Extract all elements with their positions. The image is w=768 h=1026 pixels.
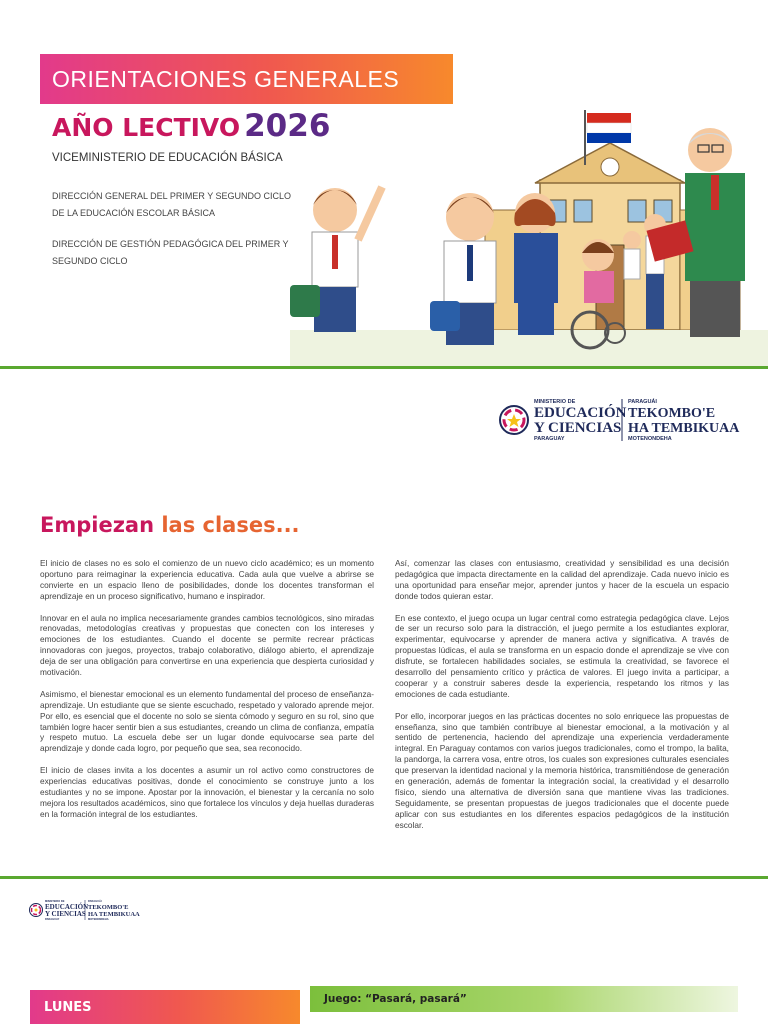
logo-educacion: EDUCACIÓN bbox=[45, 903, 89, 911]
ministry-seal-icon bbox=[30, 904, 43, 917]
logo-ministerio-de: MINISTERIO DE bbox=[534, 399, 576, 405]
logo-tekombo: TEKOMBO'E bbox=[88, 904, 129, 911]
top-divider bbox=[0, 366, 768, 369]
year-number: 2026 bbox=[244, 108, 331, 144]
logo-paraguay: PARAGUAY bbox=[45, 918, 60, 921]
viceministerio-label: VICEMINISTERIO DE EDUCACIÓN BÁSICA bbox=[52, 152, 283, 164]
ministry-seal-icon bbox=[500, 406, 528, 434]
game-banner bbox=[310, 986, 738, 1012]
logo-ministerio-de: MINISTERIO DE bbox=[45, 900, 65, 903]
logo-educacion: EDUCACIÓN bbox=[534, 405, 627, 421]
direccion-gestion-label: DIRECCIÓN DE GESTIÓN PEDAGÓGICA DEL PRIMER Y SEGUNDO CICLO bbox=[52, 239, 289, 266]
paragraph: El inicio de clases invita a los docentes a asumir un rol activo como constructores de experiencias educativas positivas, donde el conocimiento se construye junto a los estudiantes y no se impone. Apostar por la innovación, el bienestar y la cercanía no solo mejora los resultados académicos, sino que fortalece los vínculos y deja huellas duraderas en la formación integral de los estudiantes. bbox=[40, 765, 374, 819]
logo-motenondeha: MOTENONDEHA bbox=[628, 436, 672, 442]
bottom-divider bbox=[0, 876, 768, 879]
logo-y-ciencias: Y CIENCIAS bbox=[45, 910, 86, 918]
paragraph: En ese contexto, el juego ocupa un lugar central como estrategia pedagógica clave. Lejos de ser un recurso solo para la distracción, el juego permite a los estudiantes explorar, experimentar, equivocarse y aprender de manera activa y significativa. A través de propuestas lúdicas, el aula se transforma en un espacio donde el aprendizaje se vive con disfrute, se fortalecen habilidades sociales, se estimula la creatividad, se favorece el desarrollo del pensamiento crítico y práctica de valores. El juego invita a participar, a cooperar y a construir saberes desde la experiencia, respetando los ritmos y las emociones de cada estudiante. bbox=[395, 612, 729, 699]
paragraph: Innovar en el aula no implica necesariamente grandes cambios tecnológicos, sino miradas renovadas, metodologías creativas y propuestas que conecten con los intereses y emociones de los estudiantes. Cuando el docente se permite recrear prácticas innovadoras con juegos, proyectos, trabajo colaborativo, diálogo abierto, el aprendizaje deja de ser una obligación para convertirse en una experiencia que despierta curiosidad y motivación. bbox=[40, 612, 374, 678]
section-title bbox=[40, 513, 300, 537]
teacher-woman-icon bbox=[514, 193, 558, 335]
student-boy-icon bbox=[430, 193, 496, 345]
logo-paraguai: PARAGUÁI bbox=[628, 399, 657, 405]
logo-tekombo: TEKOMBO'E bbox=[628, 406, 716, 421]
day-banner bbox=[30, 990, 300, 1024]
logo-paraguai: PARAGUÁI bbox=[88, 900, 102, 903]
paragraph: Por ello, incorporar juegos en las prácticas docentes no solo enriquece las propuestas de enseñanza, sino que también contribuye al bienestar emocional, a la motivación y al sentido de pertenencia, haciendo del aprendizaje una experiencia verdaderamente integral. En Paraguay contamos con varios juegos tradicionales, como el trompo, la balita, la pandorga, la carrera vosa, entre otros, los cuales son expresiones culturales esenciales que preservan la identidad nacional y la memoria histórica, transmitiéndose de generación en generación, además de fomentar la integración social, la creatividad y el desarrollo físico, siendo una alternativa de diversión sana que mantiene vivas las tradiciones. Seguidamente, se presentan propuestas de juegos tradicionales que el docente puede aplicar con sus estudiantes en los diferentes espacios pedagógicos de la institución escolar. bbox=[395, 710, 729, 830]
game-title: Juego: “Pasará, pasará” bbox=[324, 993, 467, 1005]
logo-y-ciencias: Y CIENCIAS bbox=[534, 420, 622, 436]
year-label: AÑO LECTIVO bbox=[52, 113, 241, 142]
paragraph: Así, comenzar las clases con entusiasmo, creatividad y sensibilidad es una decisión pedagógica que impacta directamente en la calidad del aprendizaje. Cada nuevo inicio es una oportunidad para enseñar mejor, aprender juntos y hacer de la escuela un espacio donde todos quieran estar. bbox=[395, 558, 729, 601]
logo-motenondeha: MOTENONDEHA bbox=[88, 918, 109, 921]
logo-ha-tembikuaa: HA TEMBIKUAA bbox=[628, 421, 740, 436]
year-title bbox=[52, 108, 330, 144]
header-banner bbox=[40, 54, 453, 104]
student-boy-icon bbox=[290, 187, 382, 332]
logo-ha-tembikuaa: HA TEMBIKUAA bbox=[88, 911, 140, 918]
left-column bbox=[40, 558, 374, 831]
right-column bbox=[395, 558, 729, 842]
section-title-part2: las clases... bbox=[161, 513, 300, 537]
ministry-logo bbox=[498, 395, 748, 445]
banner-title: ORIENTACIONES GENERALES bbox=[52, 66, 400, 92]
section-title-part1: Empiezan bbox=[40, 513, 155, 537]
day-label: LUNES bbox=[44, 1000, 92, 1015]
ministry-logo-small bbox=[28, 898, 143, 922]
paragraph: El inicio de clases no es solo el comienzo de un nuevo ciclo académico; es un momento oportuno para reimaginar la experiencia educativa. Cada aula que vuelve a abrirse se convierte en un espacio lleno de posibilidades, donde los docentes transforman el aprendizaje en un proceso significativo, humano e inspirador. bbox=[40, 558, 374, 601]
direccion-general-label: DIRECCIÓN GENERAL DEL PRIMER Y SEGUNDO CICLO DE LA EDUCACIÓN ESCOLAR BÁSICA bbox=[52, 191, 292, 218]
school-illustration bbox=[290, 105, 768, 367]
paragraph: Asimismo, el bienestar emocional es un elemento fundamental del proceso de enseñanza-aprendizaje. Un estudiante que se siente escuchado, respetado y valorado aprende mejor. Por ello, es esencial que el docente no solo se sienta cómodo y seguro en su rol, sino que también logre hacer sentir bien a sus estudiantes, creando un clima de confianza, empatía y respeto mutuo. La escuela debe ser un lugar donde equivocarse sea parte del aprendizaje y donde cada logro, por pequeño que sea, sea reconocido. bbox=[40, 688, 374, 754]
logo-paraguay: PARAGUAY bbox=[534, 436, 565, 442]
